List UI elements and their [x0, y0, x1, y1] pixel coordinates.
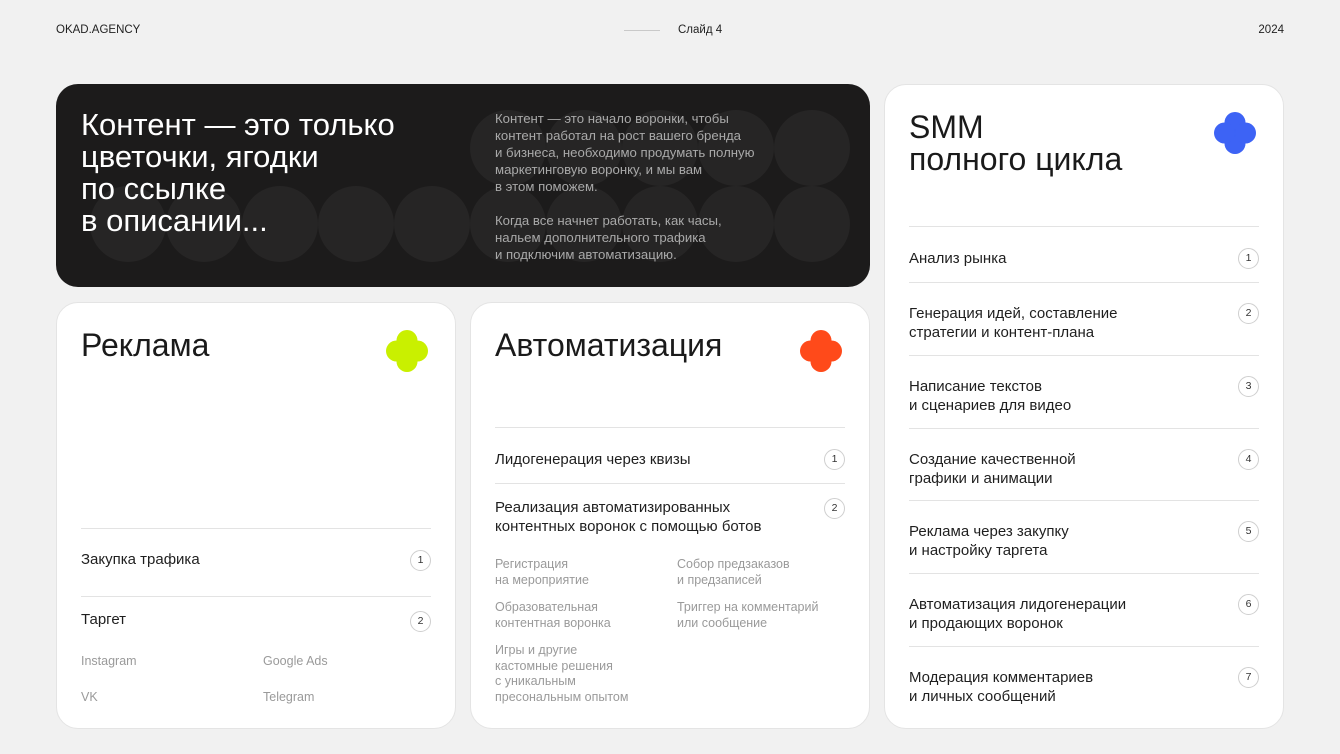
ads-title: Реклама: [81, 327, 210, 363]
item-number-badge: 2: [1238, 303, 1259, 324]
item-number-badge: 4: [1238, 449, 1259, 470]
list-item: [81, 528, 431, 596]
ads-item-label: Закупка трафика: [81, 551, 200, 568]
list-item: [495, 427, 845, 483]
item-number-badge: 1: [410, 550, 431, 571]
automation-subitem: Собор предзаказов и предзаписей: [677, 557, 790, 587]
platform-label: Instagram: [81, 654, 137, 668]
year-label: 2024: [1258, 24, 1284, 36]
flower-icon: [800, 330, 842, 372]
automation-item-label: Реализация автоматизированных контентных воронок с помощью ботов: [495, 499, 762, 535]
smm-title: SMM полного цикла: [909, 109, 1123, 177]
platform-label: Google Ads: [263, 654, 328, 668]
top-bar: [56, 24, 1284, 40]
hero-card: [56, 84, 870, 287]
smm-item-label: Автоматизация лидогенерации и продающих воронок: [909, 596, 1127, 632]
list-item: [909, 226, 1259, 282]
smm-item-label: Реклама через закупку и настройку таргета: [909, 523, 1069, 559]
smm-item-label: Создание качественной графики и анимации: [909, 451, 1076, 487]
smm-item-label: Анализ рынка: [909, 250, 1007, 267]
automation-title: Автоматизация: [495, 327, 723, 363]
item-number-badge: 6: [1238, 594, 1259, 615]
slide-label: Слайд 4: [678, 24, 723, 36]
flower-icon: [386, 330, 428, 372]
list-item: [909, 355, 1259, 428]
slide-indicator: [624, 24, 722, 36]
item-number-badge: 3: [1238, 376, 1259, 397]
slide-divider: [624, 30, 660, 31]
hero-title: Контент — это только цветочки, ягодки по ссылке в описании...: [81, 107, 395, 238]
automation-subitem: Триггер на комментарий или сообщение: [677, 600, 819, 630]
item-number-badge: 7: [1238, 667, 1259, 688]
list-item: [909, 428, 1259, 501]
platform-label: VK: [81, 690, 98, 704]
automation-subitem: Образовательная контентная воронка: [495, 600, 611, 630]
automation-subitem: Регистрация на мероприятие: [495, 557, 589, 587]
hero-paragraph-1: Контент — это начало воронки, чтобы контент работал на рост вашего бренда и бизнеса, необходимо продумать полную маркетинговую воронку, и мы вам в этом поможем.: [495, 111, 755, 194]
item-number-badge: 2: [410, 611, 431, 632]
ads-item-label: Таргет: [81, 611, 127, 628]
item-number-badge: 5: [1238, 521, 1259, 542]
hero-description: [495, 110, 815, 263]
smm-item-label: Написание текстов и сценариев для видео: [909, 378, 1072, 414]
item-number-badge: 2: [824, 498, 845, 519]
smm-card: [884, 84, 1284, 729]
automation-subitem: Игры и другие кастомные решения с уникальным пресональным опытом: [495, 643, 629, 704]
list-item: [81, 596, 431, 706]
automation-item-label: Лидогенерация через квизы: [495, 451, 691, 468]
list-item: [909, 282, 1259, 355]
list-item: [909, 646, 1259, 719]
ads-card: [56, 302, 456, 729]
list-item: [909, 500, 1259, 573]
flower-icon: [1214, 112, 1256, 154]
smm-item-label: Модерация комментариев и личных сообщений: [909, 669, 1094, 705]
item-number-badge: 1: [1238, 248, 1259, 269]
automation-card: [470, 302, 870, 729]
list-item: [909, 573, 1259, 646]
brand-name: OKAD.AGENCY: [56, 24, 141, 36]
platform-label: Telegram: [263, 690, 315, 704]
item-number-badge: 1: [824, 449, 845, 470]
hero-paragraph-2: Когда все начнет работать, как часы, нальем дополнительного трафика и подключим автоматизацию.: [495, 213, 722, 262]
smm-item-label: Генерация идей, составление стратегии и контент-плана: [909, 305, 1118, 341]
